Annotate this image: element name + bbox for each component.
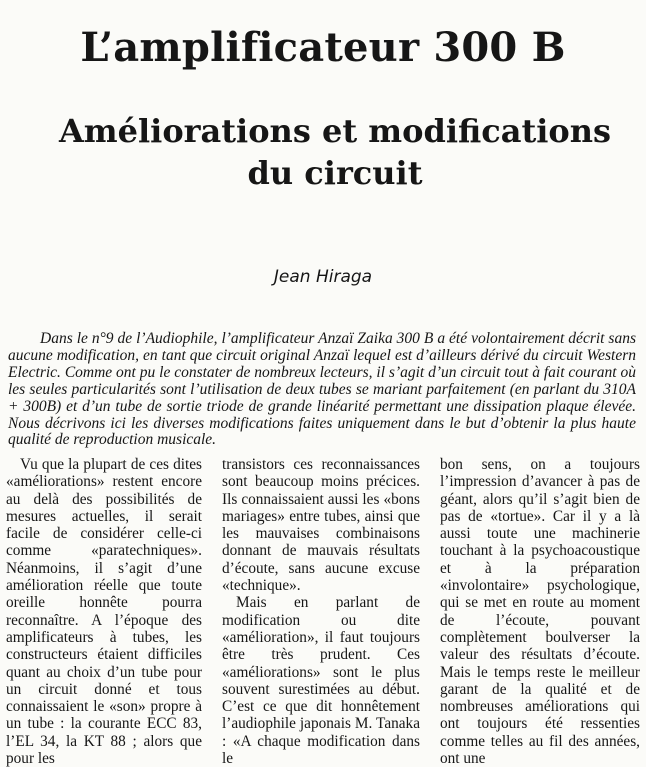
article-title: L’amplificateur 300 B [80,24,566,71]
body-column-3 [440,456,640,767]
column-2-paragraph-1: transistors ces reconnaissances sont beaucoup moins précices. Ils connaissaient aussi les «bons mariages» entre tubes, ainsi que les mauvaises combinaisons donnant de mauvais résultats d’écoute, sans aucune excuse «technique». [222,456,420,595]
body-column-2 [222,456,420,767]
column-3-paragraph-1: bon sens, on a toujours l’impression d’avancer à pas de géant, alors qu’il s’agit bien de pas de «tortue». Car il y a là aussi toute une machinerie touchant à la psychoacoustique et à la préparation «involontaire» psychologique, qui se met en route au moment de l’écoute, pouvant complètement boulverser la valeur des résultats d’écoute. Mais le temps reste le meilleur garant de la qualité et de nombreuses améliorations qui ont toujours été ressenties comme telles au fil des années, ont une [440,456,640,767]
body-column-1 [6,456,202,767]
intro-paragraph: Dans le n°9 de l’Audiophile, l’amplificateur Anzaï Zaika 300 B a été volontairement décrit sans aucune modification, en tant que circuit original Anzaï lequel est d’ailleurs dérivé du circuit Western Electric. Comme ont pu le constater de nombreux lecteurs, il s’agit d’un circuit tout à fait courant où les seules particularités sont l’utilisation de deux tubes se mariant parfaitement (en parlant du 310A + 300B) et d’un tube de sortie triode de grande linéarité permettant une dissipation plaque élevée. Nous décrivons ici les diverses modifications faites uniquement dans le but d’obtenir la plus haute qualité de reproduction musicale. [8,330,636,449]
column-2-paragraph-2: Mais en parlant de modification ou dite «amélioration», il faut toujours être très prudent. Ces «améliorations» sont le plus souvent surestimées au début. C’est ce que dit honnêtement l’audiophile japonais M. Tanaka : «A chaque modification dans le [222,594,420,767]
article-subtitle: Améliorations et modifications du circuit [58,112,612,192]
author-name: Jean Hiraga [273,267,373,287]
column-1-paragraph-1: Vu que la plupart de ces dites «améliorations» restent encore au delà des possibilités de mesures actuelles, il serait facile de considérer celle-ci comme «paratechniques». Néanmoins, il s’agit d’une amélioration réelle que toute oreille honnête pourra reconnaître. A l’époque des amplificateurs à tubes, les constructeurs étaient difficiles quant au choix d’un tube pour un circuit donné et tous connaissaient le «son» propre à un tube : la courante ECC 83, l’EL 34, la KT 88 ; alors que pour les [6,456,202,767]
